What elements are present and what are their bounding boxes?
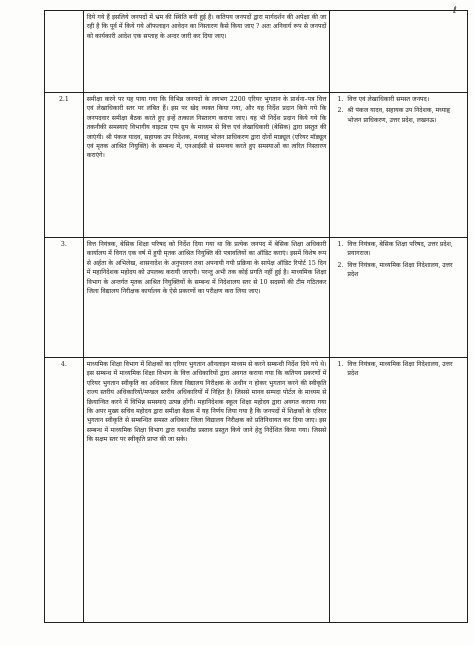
responsible-cell: [330, 358, 468, 623]
responsible-item: 1. वित्त एवं लेखाधिकारी समस्त जनपद।: [345, 95, 464, 104]
responsible-list: [333, 95, 464, 125]
responsible-list: [333, 240, 464, 280]
serial-number: 2.1: [45, 93, 84, 238]
responsible-item: 1. वित्त नियंत्रक, बेसिक शिक्षा परिषद, उत्तर प्रदेश, प्रयागराज।: [345, 240, 464, 259]
decision-text: माध्यमिक शिक्षा विभाग में शिक्षकों का एरियर भुगतान ऑनलाइन माध्यम से करने सम्बन्धी निर्देश दिये गये थे। इस सम्बन्ध में माध्यमिक शिक्षा विभाग के वित्त अधिकारियों द्वारा अवगत कराया गया कि कतिपय प्रकरणों में एरियर भुगतान स्वीकृति का अधिकार जिला विद्यालय निरीक्षक के अधीन न होकर भुगतान करने की स्वीकृति राज्य स्तरीय अधिकारियों/मण्डल स्तरीय अधिकारियों में निहित है। जिससे मानव सम्पदा पोर्टल के माध्यम से क्रियान्वित करने में विभिन्न समस्याएं उत्पन्न होंगी। महानिदेशक स्कूल शिक्षा महोदय द्वारा अवगत कराया गया कि अपर मुख्य सचिव महोदय द्वारा समीक्षा बैठक में यह निर्णय लिया गया है कि जनपदों में शिक्षकों के एरियर भुगतान स्वीकृति से सम्बन्धित समस्त अधिकार जिला विद्यालय निरीक्षक को प्रतिनिधायत कर दिया जाए। इस सम्बन्ध में माध्यमिक शिक्षा विभाग द्वारा यथाशीघ्र प्रस्ताव प्रस्तुत किये जाने हेतु निर्देशित किया गया। जिससे कि सक्षम स्तर पर स्वीकृति प्राप्त की जा सके।: [83, 358, 330, 623]
decision-text: समीक्षा करने पर यह पाया गया कि विभिन्न जनपदों के लगभग 2200 एरियर भुगतान के प्रार्थना–पत्र वित्त एवं लेखाधिकारी स्तर पर लंबित हैं। इस पर खेद व्यक्त किया गया, और यह निर्देश प्रदान किये गये कि जनपदवार समीक्षा बैठक करते हुए इन्हें तत्काल निस्तारण कराया जाए। यह भी निर्देश प्रदान किये गये कि तकनीकी समस्याएं विभागीय वाइटस एप्प ग्रुप के माध्यम से वित्त एवं लेखाधिकारी (बेसिक) द्वारा प्रस्तुत की जाएंगी। श्री पंकज यादव, सहायक उप निदेशक, मध्याहृ भोजन प्राधिकरण द्वारा दोनों माड्यूल (एरियर मॉड्यूल एवं मृतक आश्रित नियुक्ति) के सम्बन्ध में, एनआईसी से समन्वय करते हुए समस्याओं का त्वरित निस्तारण कराएंगे।: [83, 93, 330, 238]
decision-text: वित्त नियंत्रक, बेसिक शिक्षा परिषद को निर्देश दिया गया था कि प्रत्येक जनपद में बेसिक शिक्षा अधिकारी कार्यालय में विगत एक वर्ष में हुयी मृतक आश्रित नियुक्ति की पत्रावलियों का ऑडिट कराएं। इसमें विशेष रूप से अर्हता के अभिलेख, शासनादेश के अनुपालन तथा अपनायी गयी प्रक्रिया के सापेक्ष ऑडिट रिपोर्ट 15 दिन में महानिदेशक महोदय को उपलब्ध करायी जाएगी। परन्तु अभी तक कोई प्रगति नहीं हुई है। माध्यमिक शिक्षा विभाग के अन्तर्गत मृतक आश्रित नियुक्तियों के सम्बन्ध में निदेशालय स्तर से 10 सदस्यों की टीम गठितकर जिला विद्यालय निरीक्षक कार्यालय के ऐसे प्रकरणों का परीक्षण करा लिया जाए।: [83, 238, 330, 358]
table-row: [45, 238, 468, 358]
serial-number: [45, 11, 84, 93]
minutes-table: [44, 10, 468, 623]
serial-number: 4.: [45, 358, 84, 623]
table-row: [45, 11, 468, 93]
responsible-cell: [330, 93, 468, 238]
responsible-item: 2. वित्त नियंत्रक, माध्यमिक शिक्षा निदेशालय, उत्तर प्रदेश: [345, 261, 464, 280]
responsible-cell: [330, 238, 468, 358]
responsible-cell: [330, 11, 468, 93]
decision-text: दिये गये हैं इसलिये जनपदों में भ्रम की स्थिति बनी हुई है। कतिपय जनपदों द्वारा मार्गदर्शन की अपेक्षा की जा रही है कि पूर्व में किये गये ऑफलाइन आवेदन का निस्तारण कैसे किया जाए ? अतः अनिवार्य रूप से जनपदों को कार्यकारी आदेश एक सप्ताह के अन्दर जारी कर दिया जाए।: [83, 11, 330, 93]
table-row: [45, 358, 468, 623]
responsible-item: 2. श्री पंकज यादव, सहायक उप निदेशक, मध्याहृ भोजन प्राधिकरण, उत्तर प्रदेश, लखनऊ।: [345, 106, 464, 125]
page-number-mark: ℓ: [453, 6, 457, 16]
responsible-list: [333, 360, 464, 379]
responsible-item: 1. वित्त नियंत्रक, माध्यमिक शिक्षा निदेशालय, उत्तर प्रदेश: [345, 360, 464, 379]
table-row: [45, 93, 468, 238]
serial-number: 3.: [45, 238, 84, 358]
